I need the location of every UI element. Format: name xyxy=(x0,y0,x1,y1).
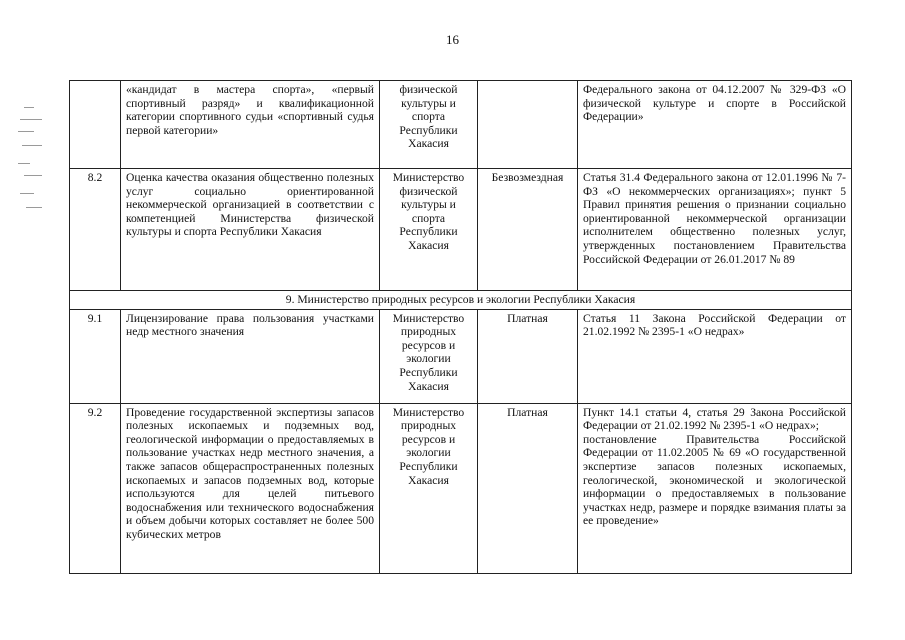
legal-basis: Федерального закона от 04.12.2007 № 329-ФЗ «О физической культуре и спорте в Российской Федерации» xyxy=(578,81,852,169)
table-row xyxy=(70,309,852,403)
row-number: 9.2 xyxy=(70,403,121,573)
agency-cell: Министерство физической культуры и спорта Республики Хакасия xyxy=(380,169,478,291)
fee-type: Платная xyxy=(478,309,578,403)
legal-basis: Статья 11 Закона Российской Федерации от 21.02.1992 № 2395-1 «О недрах» xyxy=(578,309,852,403)
row-number: 9.1 xyxy=(70,309,121,403)
scan-artifact xyxy=(18,105,48,215)
table-row xyxy=(70,169,852,291)
row-number xyxy=(70,81,121,169)
table-row xyxy=(70,403,852,573)
row-number: 8.2 xyxy=(70,169,121,291)
service-description: Лицензирование права пользования участками недр местного значения xyxy=(121,309,380,403)
fee-type: Платная xyxy=(478,403,578,573)
services-table xyxy=(69,80,852,574)
agency-cell: физической культуры и спорта Республики Хакасия xyxy=(380,81,478,169)
service-description: «кандидат в мастера спорта», «первый спортивный разряд» и квалификационной категории спортивного судьи «спортивный судья первой категории» xyxy=(121,81,380,169)
service-description: Оценка качества оказания общественно полезных услуг социально ориентированной некоммерческой организацией в соответствии с компетенцией Министерства физической культуры и спорта Республики Хакасия xyxy=(121,169,380,291)
fee-type xyxy=(478,81,578,169)
table-row xyxy=(70,81,852,169)
legal-basis: Статья 31.4 Федерального закона от 12.01.1996 № 7-ФЗ «О некоммерческих организациях»; пункт 5 Правил принятия решения о признании социально ориентированной некоммерческой организации исполнителем общественно полезных услуг, утвержденных постановлением Правительства Российской Федерации от 26.01.2017 № 89 xyxy=(578,169,852,291)
section-row xyxy=(70,291,852,310)
agency-cell: Министерство природных ресурсов и экологии Республики Хакасия xyxy=(380,309,478,403)
legal-basis-paragraph: Пункт 14.1 статьи 4, статья 29 Закона Российской Федерации от 21.02.1992 № 2395-1 «О недрах»; xyxy=(583,405,846,433)
agency-cell: Министерство природных ресурсов и экологии Республики Хакасия xyxy=(380,403,478,573)
legal-basis xyxy=(578,403,852,573)
service-description: Проведение государственной экспертизы запасов полезных ископаемых и подземных вод, геологической информации о предоставляемых в пользование участках недр местного значения, а также запасов общераспространенных полезных ископаемых и запасов подземных вод, которые используются для целей питьевого водоснабжения или технического водоснабжения и объем добычи которых составляет не более 500 кубических метров xyxy=(121,403,380,573)
section-title: 9. Министерство природных ресурсов и экологии Республики Хакасия xyxy=(70,291,852,310)
fee-type: Безвозмездная xyxy=(478,169,578,291)
page-number: 16 xyxy=(446,32,459,47)
legal-basis-paragraph: постановление Правительства Российской Федерации от 11.02.2005 № 69 «О государственной экспертизе запасов полезных ископаемых, геологической, экономической и экологической информации о предоставляемых в пользование участках недр, размере и порядке взимания платы за ее проведение» xyxy=(583,432,846,528)
